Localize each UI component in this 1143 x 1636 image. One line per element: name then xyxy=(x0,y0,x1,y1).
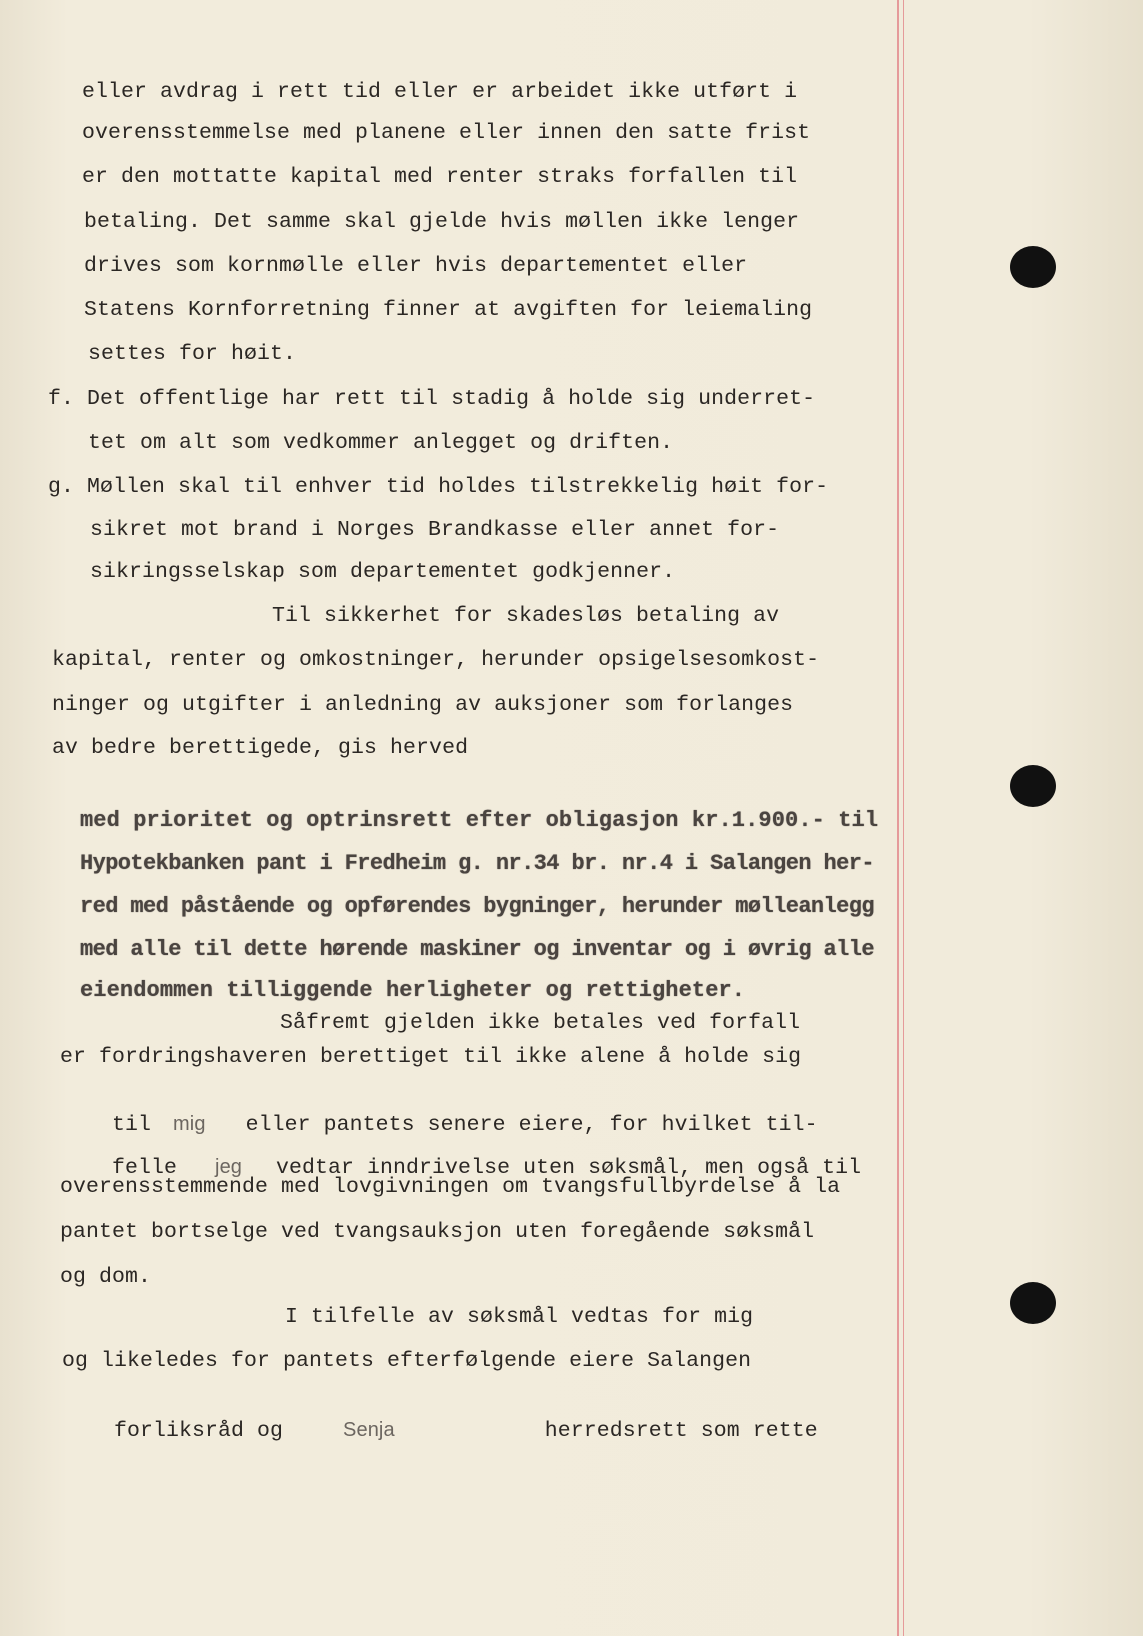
margin-rule xyxy=(897,0,899,1636)
text-segment: herredsrett som rette xyxy=(544,1418,818,1443)
text-line: kapital, renter og omkostninger, herunder opsigelsesomkost- xyxy=(52,648,820,672)
text-line: settes for høit. xyxy=(88,342,297,366)
text-line: tet om alt som vedkommer anlegget og driften. xyxy=(88,431,674,455)
text-line: Statens Kornforretning finner at avgiften for leiemaling xyxy=(84,298,813,322)
text-line: av bedre berettigede, gis herved xyxy=(52,736,469,760)
text-line: og dom. xyxy=(60,1265,152,1289)
text-line: Til sikkerhet for skadesløs betaling av xyxy=(272,604,780,628)
text-segment: forliksråd og xyxy=(114,1418,284,1443)
text-line: pantet bortselge ved tvangsauksjon uten foregående søksmål xyxy=(60,1220,815,1244)
punch-hole xyxy=(1010,246,1056,288)
stamped-line: med prioritet og optrinsrett efter obligasjon kr.1.900.- til xyxy=(80,808,879,833)
punch-hole xyxy=(1010,1282,1056,1324)
text-segment: vedtar inndrivelse uten søksmål, men også til xyxy=(276,1155,862,1180)
text-line: er den mottatte kapital med renter straks forfallen til xyxy=(82,165,798,189)
text-segment: eller pantets senere eiere, for hvilket til- xyxy=(245,1112,818,1137)
text-line: og likeledes for pantets efterfølgende eiere Salangen xyxy=(62,1349,752,1373)
text-line xyxy=(62,1394,818,1468)
text-line: sikringsselskap som departementet godkjenner. xyxy=(90,560,676,584)
text-line: overensstemmelse med planene eller innen den satte frist xyxy=(82,121,811,145)
text-line: er fordringshaveren berettiget til ikke alene å holde sig xyxy=(60,1045,802,1069)
text-line: sikret mot brand i Norges Brandkasse eller annet for- xyxy=(90,518,780,542)
stamped-line: med alle til dette hørende maskiner og inventar og i øvrig alle xyxy=(80,937,874,962)
text-line: g. Møllen skal til enhver tid holdes tilstrekkelig høit for- xyxy=(48,475,829,499)
text-segment: til xyxy=(112,1112,152,1137)
text-line: I tilfelle av søksmål vedtas for mig xyxy=(285,1305,754,1329)
filled-in-word: jeg xyxy=(215,1155,243,1178)
text-line: f. Det offentlige har rett til stadig å holde sig underret- xyxy=(48,387,816,411)
stamped-line: Hypotekbanken pant i Fredheim g. nr.34 br. nr.4 i Salangen her- xyxy=(80,851,874,876)
text-line: drives som kornmølle eller hvis departementet eller xyxy=(84,254,748,278)
stamped-line: eiendommen tilliggende herligheter og rettigheter. xyxy=(80,978,746,1003)
text-line: overensstemmende med lovgivningen om tvangsfullbyrdelse å la xyxy=(60,1175,841,1199)
filled-in-word: mig xyxy=(173,1112,206,1135)
text-line: betaling. Det samme skal gjelde hvis møllen ikke lenger xyxy=(84,210,800,234)
text-line: Såfremt gjelden ikke betales ved forfall xyxy=(280,1011,801,1035)
margin-rule xyxy=(903,0,904,1636)
punch-hole xyxy=(1010,765,1056,807)
text-line: eller avdrag i rett tid eller er arbeidet ikke utført i xyxy=(82,80,798,104)
stamped-line: red med påstående og opførendes bygninger, herunder mølleanlegg xyxy=(80,894,874,919)
text-line: ninger og utgifter i anledning av auksjoner som forlanges xyxy=(52,693,794,717)
filled-in-word: Senja xyxy=(343,1418,395,1441)
text-segment: felle xyxy=(112,1155,178,1180)
